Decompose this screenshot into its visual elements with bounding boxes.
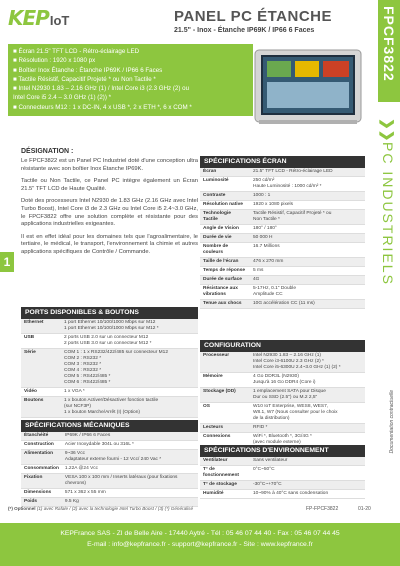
spec-value-line: W8.1, W7 (Nous consulter pour le choix xyxy=(253,410,338,415)
spec-label: USB xyxy=(21,334,61,349)
chevron-icon: ❯❯ xyxy=(380,118,396,142)
spec-table xyxy=(200,168,365,309)
spec-row xyxy=(200,481,365,490)
spec-label: Étanchéité xyxy=(21,432,62,441)
spec-value xyxy=(250,300,365,309)
page-subtitle: 21.5" - Inox - Étanche IP69K / IP66 6 Faces xyxy=(174,27,315,34)
spec-value-line: Intel N2930 1.83 – 2.16 GHz (1) xyxy=(253,353,321,358)
spec-value-line: (sur NCF3P) xyxy=(64,404,91,409)
spec-value-line: Jusqu'à 16 Go DDR4 (Core i) xyxy=(253,380,316,385)
section-heading: CONFIGURATION xyxy=(200,340,365,352)
spec-row xyxy=(200,276,365,285)
spec-value-line: 1 port Ethernet 10/100/1000 Mbps sur M12 * xyxy=(64,326,159,331)
footnote-optional: (*) Optionnel xyxy=(8,506,36,511)
spec-row xyxy=(200,210,365,225)
spec-value-line: W10 IoT Enterprise, WES8, WES7, xyxy=(253,404,329,409)
feature-item: ■ Boîtier Inox Étanche : Étanche IP69K / IP66 6 Faces xyxy=(13,66,163,74)
spec-value xyxy=(250,424,365,433)
spec-value-line: -30°C~+70°C xyxy=(253,482,282,487)
spec-table xyxy=(200,457,365,499)
spec-value-line: RFID * xyxy=(253,425,268,430)
spec-value-line: Acier Inoxydable 304L ou 316L * xyxy=(64,442,134,447)
kep-logo xyxy=(8,6,69,30)
spec-row xyxy=(21,489,198,498)
spec-value-line: 476 x 270 mm xyxy=(253,259,284,264)
spec-label: Dimensions xyxy=(21,489,62,498)
spec-value xyxy=(250,192,365,201)
spec-table xyxy=(21,432,198,507)
spec-row xyxy=(200,352,365,373)
spec-value-line: 1 x VGA * xyxy=(64,389,85,394)
description-paragraph: Tactile ou Non Tactile, ce Panel PC intègre également un Écran 21.5" TFT LCD de Haute Qualité. xyxy=(21,178,198,192)
spec-row xyxy=(200,300,365,309)
spec-value-line: 2 ports USB 3.0 sur un connecteur M12 * xyxy=(64,341,152,346)
spec-value-line: 21.5" TFT LCD - Rétro-éclairage LED xyxy=(253,169,333,174)
spec-value-line: 2 ports USB 2.0 sur un connecteur M12 xyxy=(64,335,149,340)
spec-value-line: 1.22A @24 Vcc xyxy=(64,466,99,471)
spec-value-line: 4G xyxy=(253,277,260,282)
spec-row xyxy=(200,490,365,499)
description-paragraph: Doté des processeurs Intel N2930 de 1.83 GHz (2.16 GHz avec Intel Turbo Boost), Intel Core i3 de 2.3 GHz ou Intel Core i5 2.4~3.0 GHz, le FPCF3822 offre une solution complète et résistante pour des applications industrielles exigeantes. xyxy=(21,198,198,228)
document-reference: FP-FPCF3822 xyxy=(306,506,339,512)
spec-row xyxy=(21,474,198,489)
spec-label: Alimentation xyxy=(21,450,62,465)
features-list xyxy=(8,44,253,116)
description-heading: DÉSIGNATION : xyxy=(21,148,74,155)
spec-label: Angle de Vision xyxy=(200,225,250,234)
spec-value-line: Haute Luminosité : 1000 cd/m² * xyxy=(253,184,322,189)
spec-label: Nombre de couleurs xyxy=(200,243,250,258)
spec-value-line: 1 x bouton Marche/Arrêt (I) (Option) xyxy=(64,410,140,415)
spec-label: Résolution native xyxy=(200,201,250,210)
spec-value-line: COM 5 : RS422/485 * xyxy=(64,374,111,379)
spec-label: Temps de réponse xyxy=(200,267,250,276)
section-heading: SPÉCIFICATIONS D'ENVIRONNEMENT xyxy=(200,445,365,457)
spec-value xyxy=(250,481,365,490)
spec-row xyxy=(200,285,365,300)
side-product-code: FPCF3822 xyxy=(381,6,397,82)
spec-row xyxy=(21,349,198,388)
spec-value-line: Adaptateur externe fourni - 12 Vcc/ 240 Vac * xyxy=(64,457,162,462)
spec-value xyxy=(250,177,365,192)
spec-value-line: VESA 100 x 100 mm / Inserts latéraux (pour fixations chevrons) xyxy=(64,475,178,486)
spec-value-line: WiFi *, Bluetooth *, 3G/4G * xyxy=(253,434,312,439)
spec-value-line: 5-17Hz, 0.1" Double xyxy=(253,286,297,291)
product-image xyxy=(253,46,363,126)
spec-value-line: 1920 x 1080 pixels xyxy=(253,202,294,207)
spec-label: Luminosité xyxy=(200,177,250,192)
spec-value xyxy=(250,210,365,225)
spec-value-line: Tactile Résistif, Capacitif Projeté * ou xyxy=(253,211,332,216)
spec-value xyxy=(62,489,198,498)
spec-label: Résistance aux vibrations xyxy=(200,285,250,300)
spec-value xyxy=(250,168,365,177)
spec-value xyxy=(250,457,365,466)
screen-section xyxy=(200,156,365,309)
footnote-text: (1) avec Rafale / (2) avec la technologie Intel Turbo Boost / (3) (*) Généralisé xyxy=(36,506,194,511)
spec-label: Lecteurs xyxy=(200,424,250,433)
spec-value-line: Sans ventilateur xyxy=(253,458,288,463)
spec-label: Série xyxy=(21,349,61,388)
spec-value-line: 10~90% à 40°C sans condensation xyxy=(253,491,329,496)
spec-value-line: Non Tactile * xyxy=(253,217,280,222)
footer-contact: E-mail : info@kepfrance.fr - support@kepfrance.fr - Site : www.kepfrance.fr xyxy=(87,541,313,548)
spec-row xyxy=(200,258,365,267)
spec-value-line: 10G accélération CC (11 ms) xyxy=(253,301,315,306)
spec-value xyxy=(250,490,365,499)
spec-row xyxy=(200,201,365,210)
spec-value xyxy=(61,388,198,397)
spec-row xyxy=(21,432,198,441)
feature-item: ■ Intel N2930 1.83 – 2.16 GHz (1) / Intel Core i3 (2.3 GHz (2) ou xyxy=(13,85,190,93)
spec-row xyxy=(21,334,198,349)
spec-value-line: 250 cd/m² xyxy=(253,178,275,183)
spec-value xyxy=(250,352,365,373)
spec-value-line: 180° / 180° xyxy=(253,226,277,231)
spec-label: Poids xyxy=(21,498,62,507)
spec-label: Vidéo xyxy=(21,388,61,397)
spec-value xyxy=(250,285,365,300)
spec-value-line: COM 3 : RS232 * xyxy=(64,362,102,367)
spec-value-line: 571 x 362 x 55 mm xyxy=(64,490,106,495)
spec-value xyxy=(61,397,198,418)
spec-label: Humidité xyxy=(200,490,250,499)
spec-label: Connexions xyxy=(200,433,250,448)
spec-value-line: COM 4 : RS232 * xyxy=(64,368,102,373)
spec-value xyxy=(250,201,365,210)
spec-row xyxy=(21,397,198,418)
spec-value xyxy=(250,276,365,285)
spec-value xyxy=(250,466,365,481)
spec-value-line: 1000 : 1 xyxy=(253,193,271,198)
footnote xyxy=(8,506,193,511)
spec-row xyxy=(21,319,198,334)
spec-value-line: Dur ou SSD (2.5") ou M.2 2,5" xyxy=(253,395,318,400)
section-heading: PORTS DISPONIBLES & BOUTONS xyxy=(21,307,198,319)
spec-value-line: 9.5 Kg xyxy=(64,499,79,504)
spec-value xyxy=(61,319,198,334)
spec-value-line: Intel Core i3-6100U 2.3 GHz (2) * xyxy=(253,359,324,364)
spec-label: Mémoire xyxy=(200,373,250,388)
spec-row xyxy=(21,450,198,465)
spec-row xyxy=(200,234,365,243)
footer xyxy=(0,523,400,566)
spec-value-line: Intel Core i5-6300U 2.4~3.0 GHz (1) (2) * xyxy=(253,365,341,370)
spec-label: Contraste xyxy=(200,192,250,201)
spec-value-line: 1 emplacement SATA pour Disque xyxy=(253,389,326,394)
spec-label: Stockage (DD) xyxy=(200,388,250,403)
spec-value-line: de la distribution) xyxy=(253,416,290,421)
spec-row xyxy=(200,373,365,388)
spec-value-line: COM 6 : RS422/485 * xyxy=(64,380,111,385)
spec-value xyxy=(62,474,198,489)
spec-value xyxy=(250,267,365,276)
spec-value xyxy=(250,388,365,403)
side-category: PC INDUSTRIELS xyxy=(380,142,396,286)
spec-row xyxy=(21,465,198,474)
spec-label: Durée de surface xyxy=(200,276,250,285)
spec-value-line: 16.7 Millions xyxy=(253,244,280,249)
spec-value xyxy=(62,465,198,474)
spec-label: Écran xyxy=(200,168,250,177)
document-revision: 01-20 xyxy=(358,506,371,512)
spec-value xyxy=(62,441,198,450)
spec-value xyxy=(250,258,365,267)
feature-item: Intel Core i5 2.4 – 3.0 GHz (1) (2)) * xyxy=(13,94,112,102)
description-paragraph: Il est en effet idéal pour les domaines tels que l'agroalimentaire, le tertiaire, le médical, le transport, l'environnement la chimie et autres applications spécifiques de Contrôle / Commande. xyxy=(21,233,198,255)
spec-label: T° de fonctionnement xyxy=(200,466,250,481)
spec-label: Fixation xyxy=(21,474,62,489)
spec-value-line: 1 x bouton Activer/Désactiver fonction tactile xyxy=(64,398,159,403)
page-number: 1 xyxy=(0,252,14,272)
spec-value xyxy=(250,373,365,388)
feature-item: ■ Écran 21.5" TFT LCD - Rétro-éclairage LED xyxy=(13,48,140,55)
feature-item: ■ Résolution : 1920 x 1080 px xyxy=(13,57,96,65)
spec-value xyxy=(250,225,365,234)
spec-label: Consommation xyxy=(21,465,62,474)
page-title: PANEL PC ÉTANCHE xyxy=(174,8,333,25)
spec-row xyxy=(200,466,365,481)
spec-label: Technologie Tactile xyxy=(200,210,250,225)
logo-sub: IoT xyxy=(49,13,70,28)
environment-section xyxy=(200,445,365,499)
spec-value xyxy=(61,349,198,388)
feature-item: ■ Connecteurs M12 : 1 x DC-IN, 4 x USB *, 2 x ETH *, 6 x COM * xyxy=(13,103,192,111)
side-doc-note: Documentation contractuelle xyxy=(389,390,395,454)
spec-value-line: COM 2 : RS232 * xyxy=(64,356,102,361)
spec-value xyxy=(250,403,365,424)
spec-row xyxy=(200,388,365,403)
spec-label: OS xyxy=(200,403,250,424)
section-heading: SPÉCIFICATIONS ÉCRAN xyxy=(200,156,365,168)
spec-value xyxy=(61,334,198,349)
spec-row xyxy=(21,388,198,397)
spec-value-line: 0°C~50°C xyxy=(253,467,275,472)
mechanical-section xyxy=(21,420,198,507)
spec-value-line: (avec module externe) xyxy=(253,440,301,445)
spec-row xyxy=(21,441,198,450)
spec-value-line: COM 1 : 1 x RS232/422/485 sur connecteur M12 xyxy=(64,350,168,355)
spec-label: Ethernet xyxy=(21,319,61,334)
spec-label: Boutons xyxy=(21,397,61,418)
feature-item: ■ Tactile Résistif, Capacitif Projeté * ou Non Tactile * xyxy=(13,75,156,83)
spec-value-line: 9~36 Vcc xyxy=(64,451,86,456)
section-heading: SPÉCIFICATIONS MÉCANIQUES xyxy=(21,420,198,432)
spec-value-line: 50 000 H xyxy=(253,235,273,240)
description-paragraph: Le FPCF3822 est un Panel PC Industriel doté d'une conception ultra résistante avec son boîtier Inox Étanche IP69K. xyxy=(21,158,198,172)
spec-row xyxy=(200,267,365,276)
spec-value xyxy=(62,432,198,441)
spec-label: Ventilateur xyxy=(200,457,250,466)
spec-value xyxy=(250,243,365,258)
description-block xyxy=(21,148,198,262)
spec-label: Tenue aux chocs xyxy=(200,300,250,309)
spec-value-line: 4 Go DDR3L (N2930) xyxy=(253,374,299,379)
configuration-section xyxy=(200,340,365,448)
spec-row xyxy=(200,192,365,201)
spec-row xyxy=(200,225,365,234)
spec-value-line: 5 ms xyxy=(253,268,264,273)
spec-value-line: 1 port Ethernet 10/100/1000 Mbps sur M12 xyxy=(64,320,156,325)
spec-table xyxy=(200,352,365,448)
spec-row xyxy=(200,424,365,433)
spec-row xyxy=(200,177,365,192)
spec-row xyxy=(200,243,365,258)
spec-value-line: Amplitude CC xyxy=(253,292,283,297)
spec-label: Construction xyxy=(21,441,62,450)
spec-label: T° de stockage xyxy=(200,481,250,490)
ports-section xyxy=(21,307,198,418)
spec-row xyxy=(200,168,365,177)
spec-value xyxy=(62,450,198,465)
spec-row xyxy=(200,403,365,424)
footer-address: KEPFrance SAS - ZI de Belle Aire - 17440 Aytré - Tél : 05 46 07 44 40 - Fax : 05 46 07 44 45 xyxy=(60,530,340,537)
spec-row xyxy=(200,457,365,466)
spec-value xyxy=(250,234,365,243)
spec-table xyxy=(21,319,198,418)
spec-label: Taille de l'écran xyxy=(200,258,250,267)
spec-value-line: IP69K / IP66 6 Faces xyxy=(64,433,111,438)
spec-label: Durée de vie xyxy=(200,234,250,243)
spec-label: Processeur xyxy=(200,352,250,373)
logo-main: KEP xyxy=(8,6,49,30)
